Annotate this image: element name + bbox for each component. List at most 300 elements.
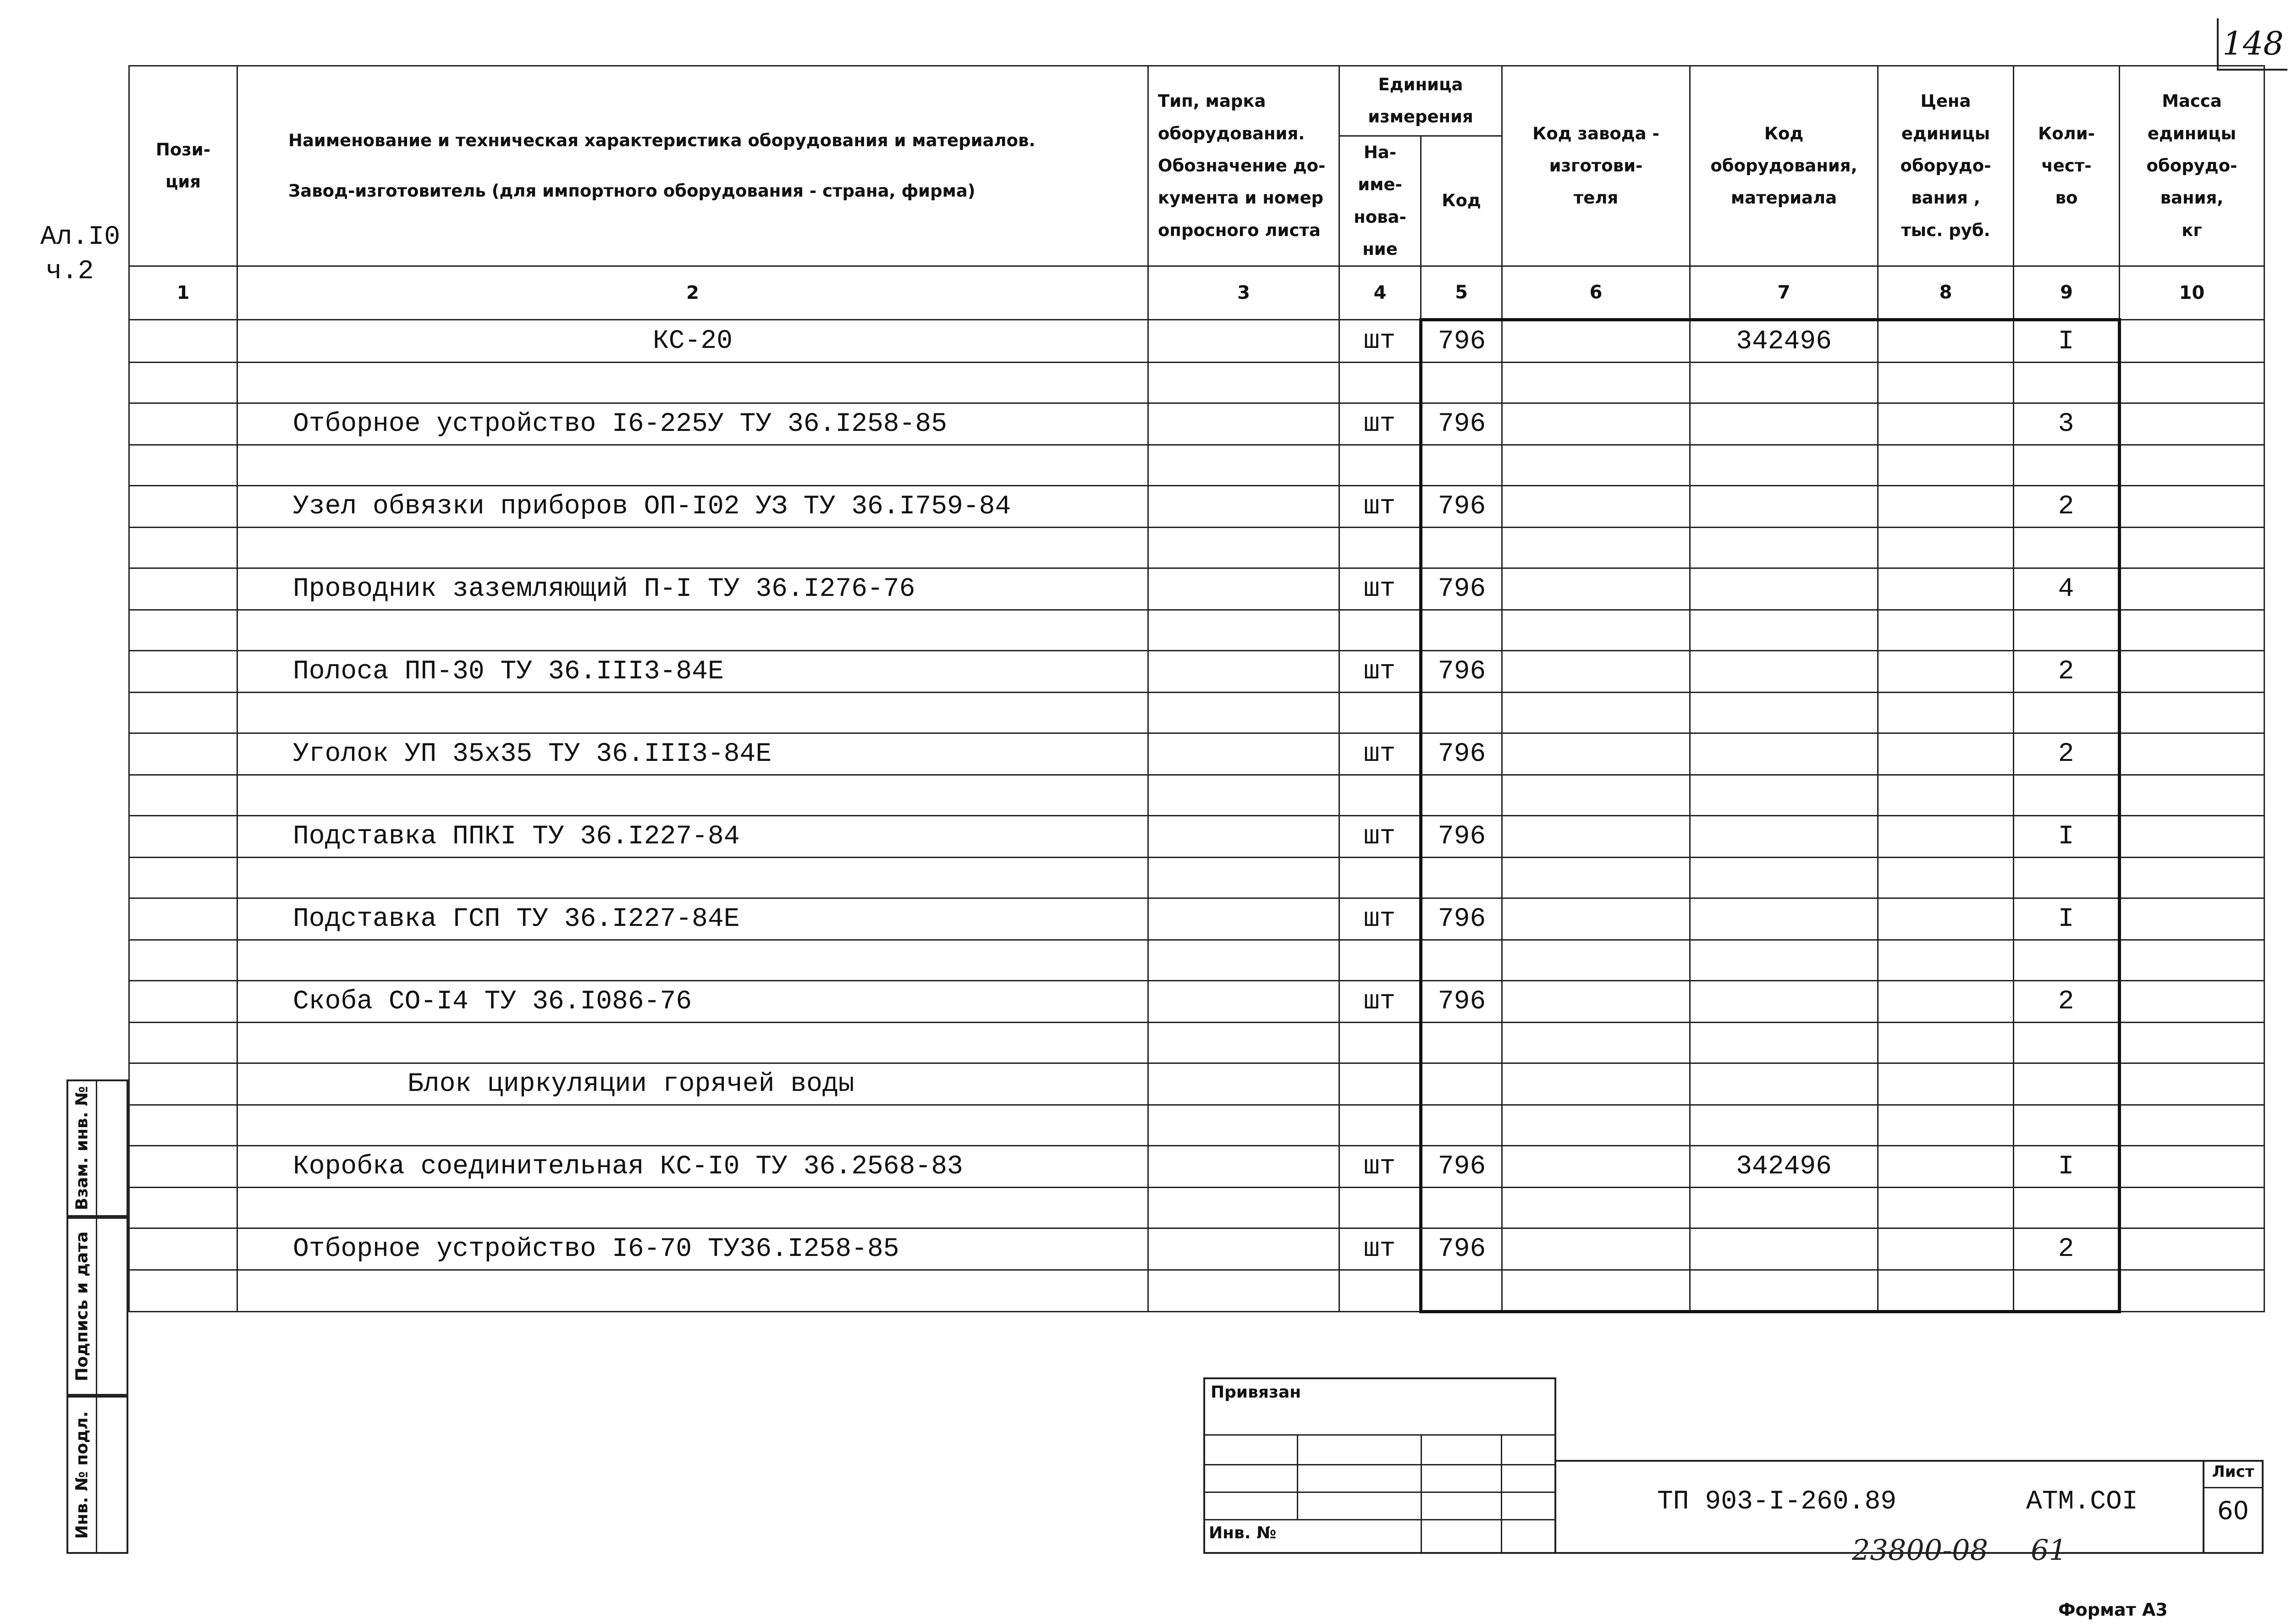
empty-cell — [1502, 1270, 1690, 1312]
empty-cell — [2120, 816, 2264, 858]
empty-cell — [1148, 320, 1339, 363]
item-unit: шт — [1339, 1228, 1421, 1270]
item-unit: шт — [1339, 403, 1421, 445]
table-row — [129, 320, 2264, 363]
empty-cell — [1878, 1023, 2014, 1063]
empty-cell — [1690, 1270, 1878, 1312]
empty-cell — [1148, 1105, 1339, 1146]
empty-cell — [1878, 363, 2014, 403]
colnum: 9 — [2014, 266, 2120, 320]
list-label: Лист — [2212, 1463, 2254, 1481]
empty-cell — [1148, 1023, 1339, 1063]
empty-cell — [2120, 693, 2264, 733]
empty-cell — [1878, 1188, 2014, 1228]
empty-cell — [1421, 1105, 1502, 1146]
empty-cell — [129, 528, 237, 568]
empty-cell — [1878, 1063, 2014, 1105]
empty-cell — [1878, 651, 2014, 693]
empty-cell — [237, 363, 1148, 403]
empty-cell — [237, 1188, 1148, 1228]
sheet-code: АТМ.СОI — [2026, 1487, 2138, 1517]
empty-cell — [129, 1105, 237, 1146]
empty-cell — [1421, 1270, 1502, 1312]
empty-cell — [1878, 528, 2014, 568]
empty-cell — [2120, 1105, 2264, 1146]
item-unit-code: 796 — [1421, 403, 1502, 445]
empty-cell — [1148, 816, 1339, 858]
item-equipment-code — [1690, 651, 1878, 693]
empty-cell — [237, 858, 1148, 898]
item-equipment-code — [1690, 486, 1878, 528]
item-equipment-code — [1690, 568, 1878, 610]
item-unit: шт — [1339, 733, 1421, 775]
item-unit: шт — [1339, 568, 1421, 610]
empty-cell — [1690, 1188, 1878, 1228]
empty-cell — [129, 1188, 237, 1228]
empty-cell — [1502, 858, 1690, 898]
empty-cell — [1690, 610, 1878, 651]
header-unit-name: На- име- нова- ние — [1339, 136, 1421, 266]
item-quantity: 3 — [2014, 403, 2120, 445]
empty-cell — [1339, 775, 1421, 816]
item-unit: шт — [1339, 898, 1421, 940]
empty-cell — [129, 651, 237, 693]
empty-cell — [1148, 528, 1339, 568]
empty-cell — [1148, 693, 1339, 733]
item-name: Отборное устройство I6-225У ТУ 36.I258-85 — [237, 403, 1148, 445]
spacer-row — [129, 363, 2264, 403]
item-unit-code: 796 — [1421, 981, 1502, 1023]
colnum: 6 — [1502, 266, 1690, 320]
empty-cell — [2120, 568, 2264, 610]
empty-cell — [2014, 1270, 2120, 1312]
empty-cell — [237, 1270, 1148, 1312]
empty-cell — [1148, 940, 1339, 981]
empty-cell — [1502, 403, 1690, 445]
empty-cell — [2014, 445, 2120, 486]
item-quantity: 2 — [2014, 733, 2120, 775]
item-unit-code: 796 — [1421, 816, 1502, 858]
empty-cell — [1502, 568, 1690, 610]
inv-number-label: Инв. № — [1209, 1524, 1277, 1542]
empty-cell — [2120, 1063, 2264, 1105]
empty-cell — [2014, 858, 2120, 898]
item-unit: шт — [1339, 816, 1421, 858]
part-label: ч.2 — [46, 257, 94, 286]
colnum: 2 — [237, 266, 1148, 320]
empty-cell — [1339, 1023, 1421, 1063]
empty-cell — [1421, 940, 1502, 981]
empty-cell — [2120, 940, 2264, 981]
empty-cell — [1502, 610, 1690, 651]
spacer-row — [129, 610, 2264, 651]
header-type: Тип, марка оборудования. Обозначение до- кумента и номер опросного листа — [1148, 66, 1339, 266]
empty-cell — [1339, 1105, 1421, 1146]
colnum: 3 — [1148, 266, 1339, 320]
empty-cell — [129, 693, 237, 733]
empty-cell — [1878, 858, 2014, 898]
item-unit-code: 796 — [1421, 1228, 1502, 1270]
spacer-row — [129, 1270, 2264, 1312]
item-unit: шт — [1339, 981, 1421, 1023]
empty-cell — [1878, 1146, 2014, 1188]
empty-cell — [129, 1063, 237, 1105]
item-unit-code: 796 — [1421, 568, 1502, 610]
empty-cell — [1502, 651, 1690, 693]
empty-cell — [2014, 528, 2120, 568]
item-equipment-code — [1690, 898, 1878, 940]
empty-cell — [1421, 858, 1502, 898]
empty-cell — [1690, 775, 1878, 816]
item-unit: шт — [1339, 651, 1421, 693]
empty-cell — [237, 1105, 1148, 1146]
empty-cell — [129, 486, 237, 528]
empty-cell — [1502, 1023, 1690, 1063]
item-unit-code: 796 — [1421, 320, 1502, 363]
item-quantity: 4 — [2014, 568, 2120, 610]
table-row — [129, 816, 2264, 858]
table-row — [129, 898, 2264, 940]
empty-cell — [2014, 940, 2120, 981]
empty-cell — [2120, 1270, 2264, 1312]
empty-cell — [129, 445, 237, 486]
colnum: 10 — [2120, 266, 2264, 320]
empty-cell — [1502, 1105, 1690, 1146]
empty-cell — [2120, 898, 2264, 940]
empty-cell — [1502, 1063, 1690, 1105]
handwritten-sheet: 61 — [2031, 1533, 2067, 1567]
empty-cell — [129, 1023, 237, 1063]
empty-cell — [2014, 1023, 2120, 1063]
spacer-row — [129, 1023, 2264, 1063]
item-name: Блок циркуляции горячей воды — [237, 1063, 1148, 1105]
empty-cell — [237, 445, 1148, 486]
empty-cell — [129, 858, 237, 898]
header-quantity: Коли- чест- во — [2014, 66, 2120, 266]
empty-cell — [1148, 1188, 1339, 1228]
strip-label: Подпись и дата — [72, 1231, 92, 1382]
album-label: Ал.I0 — [40, 222, 121, 252]
empty-cell — [1148, 651, 1339, 693]
empty-cell — [1148, 1063, 1339, 1105]
item-name: Узел обвязки приборов ОП-I02 УЗ ТУ 36.I759-84 — [237, 486, 1148, 528]
empty-cell — [237, 940, 1148, 981]
header-equipment-code: Код оборудования, материала — [1690, 66, 1878, 266]
empty-cell — [237, 528, 1148, 568]
empty-cell — [2014, 363, 2120, 403]
strip-label: Инв. № подл. — [72, 1411, 92, 1539]
strip-inv-orig — [66, 1396, 128, 1554]
doc-code: ТП 903-I-260.89 — [1657, 1487, 1897, 1517]
empty-cell — [1148, 1228, 1339, 1270]
list-box — [2203, 1460, 2264, 1554]
empty-cell — [1690, 858, 1878, 898]
empty-cell — [129, 610, 237, 651]
empty-cell — [2120, 445, 2264, 486]
item-quantity: 2 — [2014, 981, 2120, 1023]
empty-cell — [1690, 1023, 1878, 1063]
empty-cell — [1148, 775, 1339, 816]
strip-label: Взам. инв. № — [72, 1086, 92, 1211]
empty-cell — [1339, 363, 1421, 403]
empty-cell — [129, 403, 237, 445]
spacer-row — [129, 1188, 2264, 1228]
item-equipment-code — [1690, 981, 1878, 1023]
empty-cell — [129, 568, 237, 610]
spacer-row — [129, 445, 2264, 486]
specification-table — [128, 65, 2265, 1313]
item-unit — [1339, 1063, 1421, 1105]
empty-cell — [129, 363, 237, 403]
empty-cell — [1502, 445, 1690, 486]
empty-cell — [2014, 693, 2120, 733]
empty-cell — [1339, 610, 1421, 651]
empty-cell — [1502, 363, 1690, 403]
empty-cell — [1878, 320, 2014, 363]
header-name: Наименование и техническая характеристика оборудования и материалов. Завод-изготовитель (для импортного оборудования - страна, фирма) — [237, 66, 1148, 266]
item-equipment-code — [1690, 733, 1878, 775]
item-name: Подставка ГСП ТУ 36.I227-84Е — [237, 898, 1148, 940]
empty-cell — [1878, 445, 2014, 486]
item-unit-code: 796 — [1421, 898, 1502, 940]
empty-cell — [1339, 858, 1421, 898]
table-row — [129, 486, 2264, 528]
header-row — [129, 66, 2264, 136]
empty-cell — [1502, 1228, 1690, 1270]
empty-cell — [2120, 320, 2264, 363]
empty-cell — [1878, 610, 2014, 651]
empty-cell — [237, 1023, 1148, 1063]
empty-cell — [1878, 693, 2014, 733]
empty-cell — [129, 816, 237, 858]
empty-cell — [1502, 486, 1690, 528]
empty-cell — [1148, 898, 1339, 940]
empty-cell — [129, 898, 237, 940]
empty-cell — [1878, 775, 2014, 816]
empty-cell — [1878, 733, 2014, 775]
colnum: 1 — [129, 266, 237, 320]
empty-cell — [1502, 816, 1690, 858]
empty-cell — [129, 1228, 237, 1270]
table-row — [129, 403, 2264, 445]
empty-cell — [129, 775, 237, 816]
empty-cell — [1421, 363, 1502, 403]
item-unit-code: 796 — [1421, 651, 1502, 693]
empty-cell — [1339, 1270, 1421, 1312]
item-quantity: I — [2014, 816, 2120, 858]
empty-cell — [1339, 693, 1421, 733]
item-name: Уголок УП 35х35 ТУ 36.III3-84Е — [237, 733, 1148, 775]
strip-swap-inv — [66, 1079, 128, 1217]
empty-cell — [1502, 528, 1690, 568]
empty-cell — [129, 1146, 237, 1188]
empty-cell — [1421, 775, 1502, 816]
empty-cell — [1878, 1105, 2014, 1146]
empty-cell — [1878, 403, 2014, 445]
header-unit-code: Код — [1421, 136, 1502, 266]
empty-cell — [1878, 486, 2014, 528]
header-factory-code: Код завода - изготови- теля — [1502, 66, 1690, 266]
empty-cell — [2014, 1105, 2120, 1146]
empty-cell — [129, 320, 237, 363]
empty-cell — [1502, 1146, 1690, 1188]
table-row — [129, 1146, 2264, 1188]
empty-cell — [129, 1270, 237, 1312]
item-equipment-code — [1690, 1228, 1878, 1270]
table-row — [129, 651, 2264, 693]
colnum: 7 — [1690, 266, 1878, 320]
empty-cell — [1502, 981, 1690, 1023]
item-unit: шт — [1339, 486, 1421, 528]
item-name: Полоса ПП-30 ТУ 36.III3-84Е — [237, 651, 1148, 693]
empty-cell — [1148, 363, 1339, 403]
format-label: Формат А3 — [2058, 1600, 2168, 1620]
empty-cell — [1339, 445, 1421, 486]
empty-cell — [2120, 610, 2264, 651]
empty-cell — [237, 610, 1148, 651]
empty-cell — [1502, 898, 1690, 940]
sheet-mark: 148 — [2217, 18, 2287, 71]
header-unit-group: Единица измерения — [1339, 66, 1502, 136]
privyazan-label: Привязан — [1211, 1383, 1301, 1402]
item-unit-code: 796 — [1421, 733, 1502, 775]
empty-cell — [1421, 693, 1502, 733]
column-numbers-row — [129, 266, 2264, 320]
empty-cell — [1148, 981, 1339, 1023]
empty-cell — [1339, 528, 1421, 568]
spacer-row — [129, 940, 2264, 981]
item-equipment-code: 342496 — [1690, 1146, 1878, 1188]
item-name: Коробка соединительная КС-I0 ТУ 36.2568-83 — [237, 1146, 1148, 1188]
empty-cell — [1421, 445, 1502, 486]
item-name: Отборное устройство I6-70 ТУ36.I258-85 — [237, 1228, 1148, 1270]
empty-cell — [2120, 363, 2264, 403]
empty-cell — [1502, 775, 1690, 816]
empty-cell — [2120, 858, 2264, 898]
empty-cell — [237, 693, 1148, 733]
item-quantity: 2 — [2014, 651, 2120, 693]
item-unit-code: 796 — [1421, 1146, 1502, 1188]
spacer-row — [129, 1105, 2264, 1146]
empty-cell — [1690, 445, 1878, 486]
empty-cell — [1878, 816, 2014, 858]
empty-cell — [1502, 733, 1690, 775]
empty-cell — [1421, 528, 1502, 568]
table-row — [129, 1063, 2264, 1105]
empty-cell — [1690, 1105, 1878, 1146]
empty-cell — [1690, 693, 1878, 733]
empty-cell — [1690, 940, 1878, 981]
empty-cell — [1690, 363, 1878, 403]
header-position: Пози- ция — [129, 66, 237, 266]
table-body — [129, 320, 2264, 1312]
empty-cell — [2120, 1146, 2264, 1188]
empty-cell — [2014, 775, 2120, 816]
empty-cell — [1502, 940, 1690, 981]
empty-cell — [1148, 445, 1339, 486]
spacer-row — [129, 775, 2264, 816]
spacer-row — [129, 528, 2264, 568]
privyazan-box — [1203, 1377, 1556, 1554]
empty-cell — [2120, 1228, 2264, 1270]
empty-cell — [1339, 1188, 1421, 1228]
empty-cell — [1148, 610, 1339, 651]
empty-cell — [129, 733, 237, 775]
empty-cell — [1502, 693, 1690, 733]
item-quantity — [2014, 1063, 2120, 1105]
empty-cell — [1148, 486, 1339, 528]
handwritten-number: 23800-08 — [1852, 1533, 1989, 1567]
item-name: КС-20 — [237, 320, 1148, 363]
item-unit-code — [1421, 1063, 1502, 1105]
table-row — [129, 981, 2264, 1023]
item-quantity: I — [2014, 898, 2120, 940]
item-name: Подставка ППКI ТУ 36.I227-84 — [237, 816, 1148, 858]
colnum: 4 — [1339, 266, 1421, 320]
empty-cell — [1878, 981, 2014, 1023]
empty-cell — [1339, 940, 1421, 981]
item-unit: шт — [1339, 1146, 1421, 1188]
empty-cell — [1690, 528, 1878, 568]
spacer-row — [129, 858, 2264, 898]
empty-cell — [1421, 1188, 1502, 1228]
item-equipment-code — [1690, 816, 1878, 858]
list-number: 60 — [2217, 1496, 2249, 1525]
spacer-row — [129, 693, 2264, 733]
item-equipment-code — [1690, 403, 1878, 445]
empty-cell — [237, 775, 1148, 816]
empty-cell — [1878, 1270, 2014, 1312]
empty-cell — [129, 940, 237, 981]
item-equipment-code — [1690, 1063, 1878, 1105]
empty-cell — [1878, 940, 2014, 981]
item-unit: шт — [1339, 320, 1421, 363]
empty-cell — [2014, 610, 2120, 651]
empty-cell — [1148, 403, 1339, 445]
empty-cell — [2120, 403, 2264, 445]
empty-cell — [2120, 775, 2264, 816]
empty-cell — [1148, 733, 1339, 775]
empty-cell — [2014, 1188, 2120, 1228]
empty-cell — [1502, 1188, 1690, 1228]
empty-cell — [2120, 1188, 2264, 1228]
empty-cell — [129, 981, 237, 1023]
empty-cell — [1421, 1023, 1502, 1063]
header-price: Цена единицы оборудо- вания , тыс. руб. — [1878, 66, 2014, 266]
empty-cell — [2120, 651, 2264, 693]
item-equipment-code: 342496 — [1690, 320, 1878, 363]
empty-cell — [1878, 898, 2014, 940]
item-quantity: I — [2014, 320, 2120, 363]
item-quantity: I — [2014, 1146, 2120, 1188]
table-row — [129, 733, 2264, 775]
item-quantity: 2 — [2014, 1228, 2120, 1270]
empty-cell — [1148, 858, 1339, 898]
item-name: Проводник заземляющий П-I ТУ 36.I276-76 — [237, 568, 1148, 610]
empty-cell — [1878, 1228, 2014, 1270]
item-quantity: 2 — [2014, 486, 2120, 528]
empty-cell — [2120, 1023, 2264, 1063]
colnum: 5 — [1421, 266, 1502, 320]
table-row — [129, 568, 2264, 610]
empty-cell — [1502, 320, 1690, 363]
item-unit-code: 796 — [1421, 486, 1502, 528]
empty-cell — [1421, 610, 1502, 651]
colnum: 8 — [1878, 266, 2014, 320]
item-name: Скоба СО-I4 ТУ 36.I086-76 — [237, 981, 1148, 1023]
empty-cell — [1148, 568, 1339, 610]
empty-cell — [1148, 1146, 1339, 1188]
